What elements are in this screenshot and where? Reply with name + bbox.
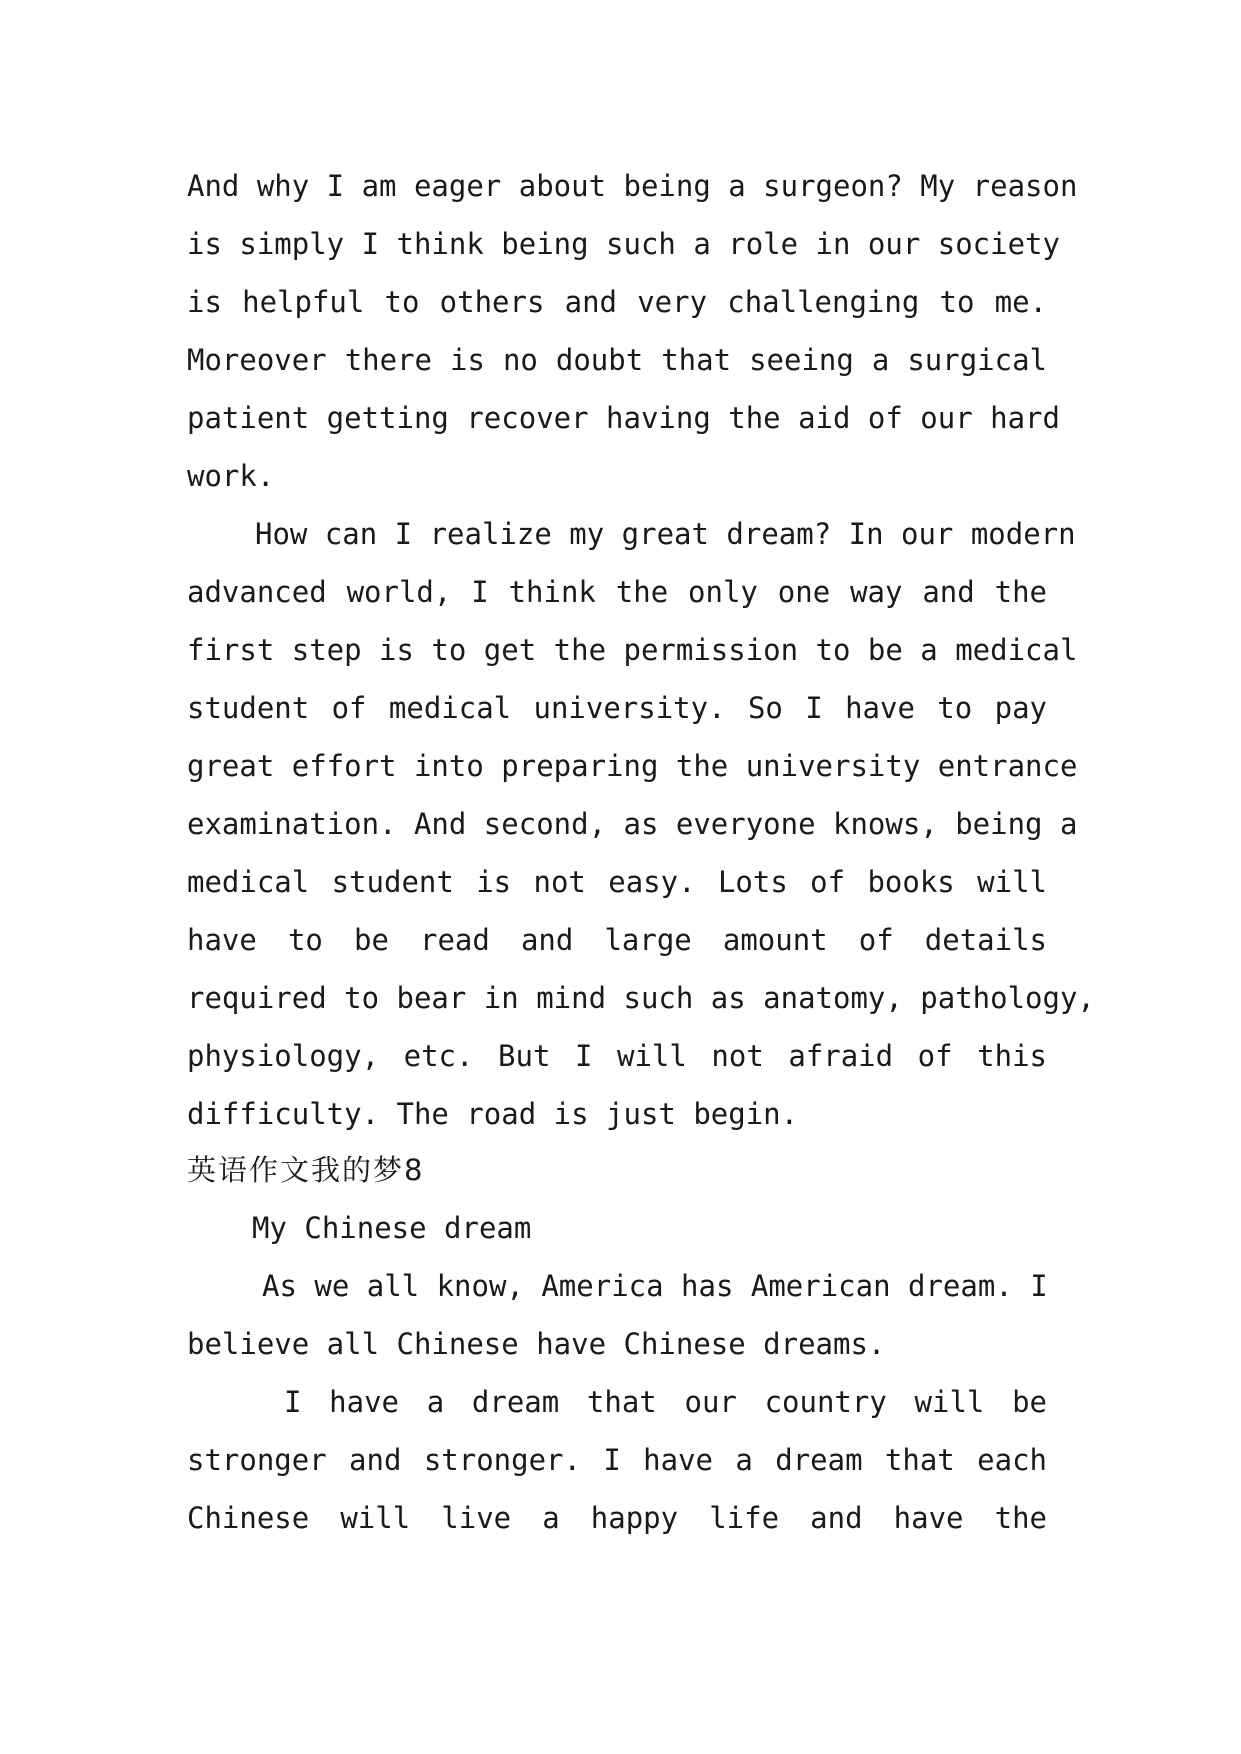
- paragraph-line: have to be read and large amount of details: [187, 923, 1047, 957]
- essay-title: My Chinese dream: [252, 1211, 532, 1245]
- paragraph-line: medical student is not easy. Lots of books will: [187, 865, 1047, 899]
- section-heading: 英语作文我的梦8: [187, 1153, 425, 1187]
- paragraph-line: physiology, etc. But I will not afraid of this: [187, 1039, 1047, 1073]
- paragraph-line: And why I am eager about being a surgeon? My reason: [187, 169, 1078, 203]
- paragraph-line: believe all Chinese have Chinese dreams.: [187, 1327, 886, 1361]
- paragraph-line: stronger and stronger. I have a dream that each: [187, 1443, 1047, 1477]
- paragraph-line: required to bear in mind such as anatomy, pathology,: [187, 981, 1095, 1015]
- paragraph-line: first step is to get the permission to be a medical: [187, 633, 1078, 667]
- paragraph-line: Chinese will live a happy life and have the: [187, 1501, 1047, 1535]
- paragraph-line: work.: [187, 459, 275, 493]
- paragraph-line: Moreover there is no doubt that seeing a surgical: [187, 343, 1047, 377]
- paragraph-line: patient getting recover having the aid of our hard: [187, 401, 1060, 435]
- paragraph-line: is helpful to others and very challenging to me.: [187, 285, 1047, 319]
- paragraph-line: I have a dream that our country will be: [284, 1385, 1047, 1419]
- paragraph-line: great effort into preparing the university entrance: [187, 749, 1078, 783]
- paragraph-line: difficulty. The road is just begin.: [187, 1097, 799, 1131]
- paragraph-line: examination. And second, as everyone knows, being a: [187, 807, 1078, 841]
- paragraph-line: As we all know, America has American dream. I: [262, 1269, 1048, 1303]
- paragraph-line: is simply I think being such a role in our society: [187, 227, 1060, 261]
- paragraph-line: student of medical university. So I have to pay: [187, 691, 1047, 725]
- paragraph-line: advanced world, I think the only one way and the: [187, 575, 1047, 609]
- paragraph-line: How can I realize my great dream? In our modern: [255, 517, 1076, 551]
